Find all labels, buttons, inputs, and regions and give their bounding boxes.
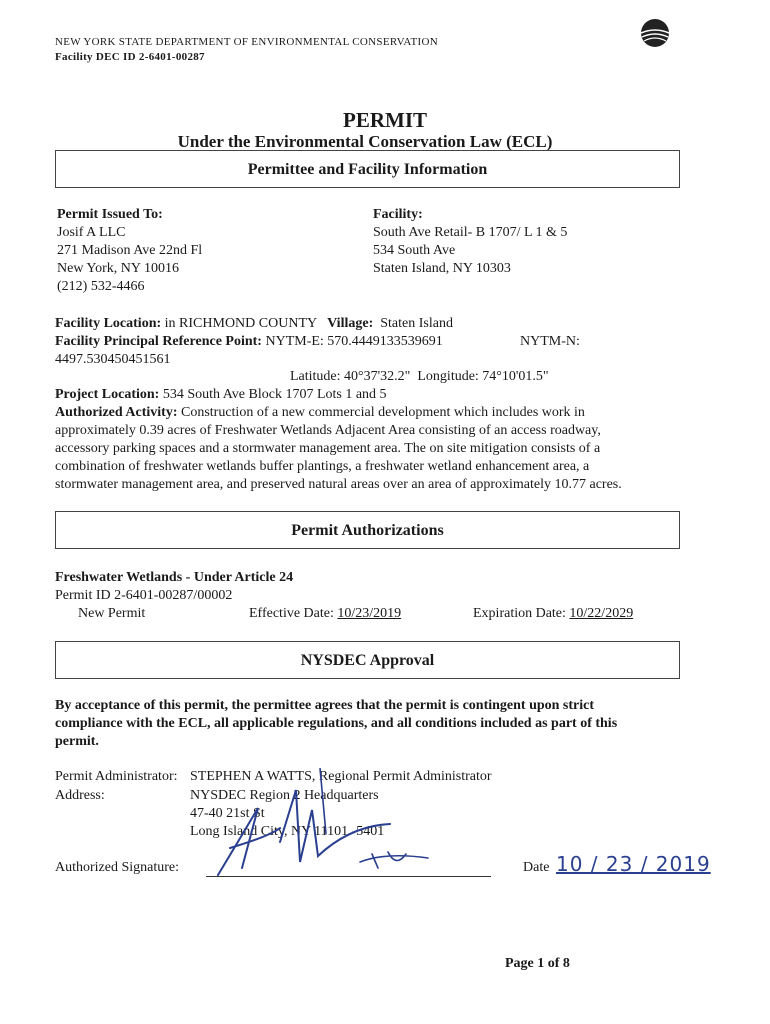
effective-date-row [249,606,401,622]
section-permit-authorizations-box [55,511,680,549]
program-title: Freshwater Wetlands - Under Article 24 [55,570,294,585]
permittee-phone: (212) 532-4466 [57,279,145,294]
effective-date-label: Effective Date: [249,606,334,621]
nytm-e-value: NYTM-E: 570.4449133539691 [265,334,443,349]
section-heading: NYSDEC Approval [300,652,435,669]
expiration-date-row [473,606,633,622]
activity-line-5: stormwater management area, and preserved natural areas over an area of approximately 10.77 acres. [55,477,622,492]
permittee-address-line1: 271 Madison Ave 22nd Fl [57,243,203,258]
permit-title: PERMIT [343,108,427,132]
address-label: Address: [55,788,105,803]
permit-type: New Permit [78,606,146,621]
page-number: Page 1 of 8 [505,956,570,971]
section-permittee-facility-box [55,150,680,188]
address-line-1: NYSDEC Region 2 Headquarters [190,788,379,803]
nytm-n-value: 4497.530450451561 [55,352,171,367]
expiration-date-value: 10/22/2029 [569,606,634,621]
signature-label: Authorized Signature: [55,860,180,875]
facility-label: Facility: [373,207,423,222]
longitude-value: Longitude: 74°10'01.5" [417,369,549,384]
acceptance-line-1: By acceptance of this permit, the permittee agrees that the permit is contingent upon strict [55,698,595,713]
administrator-label: Permit Administrator: [55,769,178,784]
acceptance-line-3: permit. [55,734,99,749]
principal-reference-row [55,334,443,350]
facility-dec-id: Facility DEC ID 2-6401-00287 [55,51,205,63]
acceptance-line-2: compliance with the ECL, all applicable regulations, and all conditions included as part of this [55,716,618,731]
principal-reference-label: Facility Principal Reference Point: [55,334,262,349]
permit-issued-to-label: Permit Issued To: [57,207,163,222]
project-location-row [55,387,387,403]
permit-subtitle: Under the Environmental Conservation Law (ECL) [177,132,553,151]
latitude-longitude-row [290,369,549,385]
facility-location-label: Facility Location: [55,316,162,331]
village-value: Staten Island [380,316,453,331]
latitude-value: Latitude: 40°37'32.2" [290,369,411,384]
facility-name: South Ave Retail- B 1707/ L 1 & 5 [373,225,568,240]
handwritten-signature-icon [200,750,440,890]
administrator-value: STEPHEN A WATTS, Regional Permit Administrator [190,769,492,784]
nytm-n-label: NYTM-N: [520,334,580,349]
activity-line-3: accessory parking spaces and a stormwater management area. The on site mitigation consists of a [55,441,601,456]
village-label: Village: [327,316,374,331]
project-location-value: 534 South Ave Block 1707 Lots 1 and 5 [162,387,387,402]
section-heading: Permittee and Facility Information [247,161,488,178]
facility-address-line1: 534 South Ave [373,243,456,258]
facility-location-value: in RICHMOND COUNTY [164,316,317,331]
permit-id: Permit ID 2-6401-00287/00002 [55,588,233,603]
expiration-date-label: Expiration Date: [473,606,566,621]
address-line-3: Long Island City, NY 11101 -5401 [190,824,385,839]
authorized-activity-row [55,405,585,421]
effective-date-value: 10/23/2019 [337,606,402,621]
project-location-label: Project Location: [55,387,160,402]
activity-line-2: approximately 0.39 acres of Freshwater Wetlands Adjacent Area consisting of an access roadway, [55,423,601,438]
agency-name: NEW YORK STATE DEPARTMENT OF ENVIRONMENTAL CONSERVATION [55,36,438,48]
facility-address-line2: Staten Island, NY 10303 [373,261,511,276]
authorized-activity-text: Construction of a new commercial development which includes work in [180,405,585,420]
date-label: Date [523,860,550,875]
facility-location-row [55,316,453,332]
handwritten-date: 10 / 23 / 2019 [556,852,711,876]
permittee-address-line2: New York, NY 10016 [57,261,179,276]
address-line-2: 47-40 21st St [190,806,265,821]
permittee-name: Josif A LLC [57,225,126,240]
nys-dec-seal-icon [640,18,670,48]
authorized-activity-label: Authorized Activity: [55,405,178,420]
section-nysdec-approval-box [55,641,680,679]
section-heading: Permit Authorizations [291,522,444,539]
activity-line-4: combination of freshwater wetlands buffer plantings, a freshwater wetland enhancement area, a [55,459,590,474]
